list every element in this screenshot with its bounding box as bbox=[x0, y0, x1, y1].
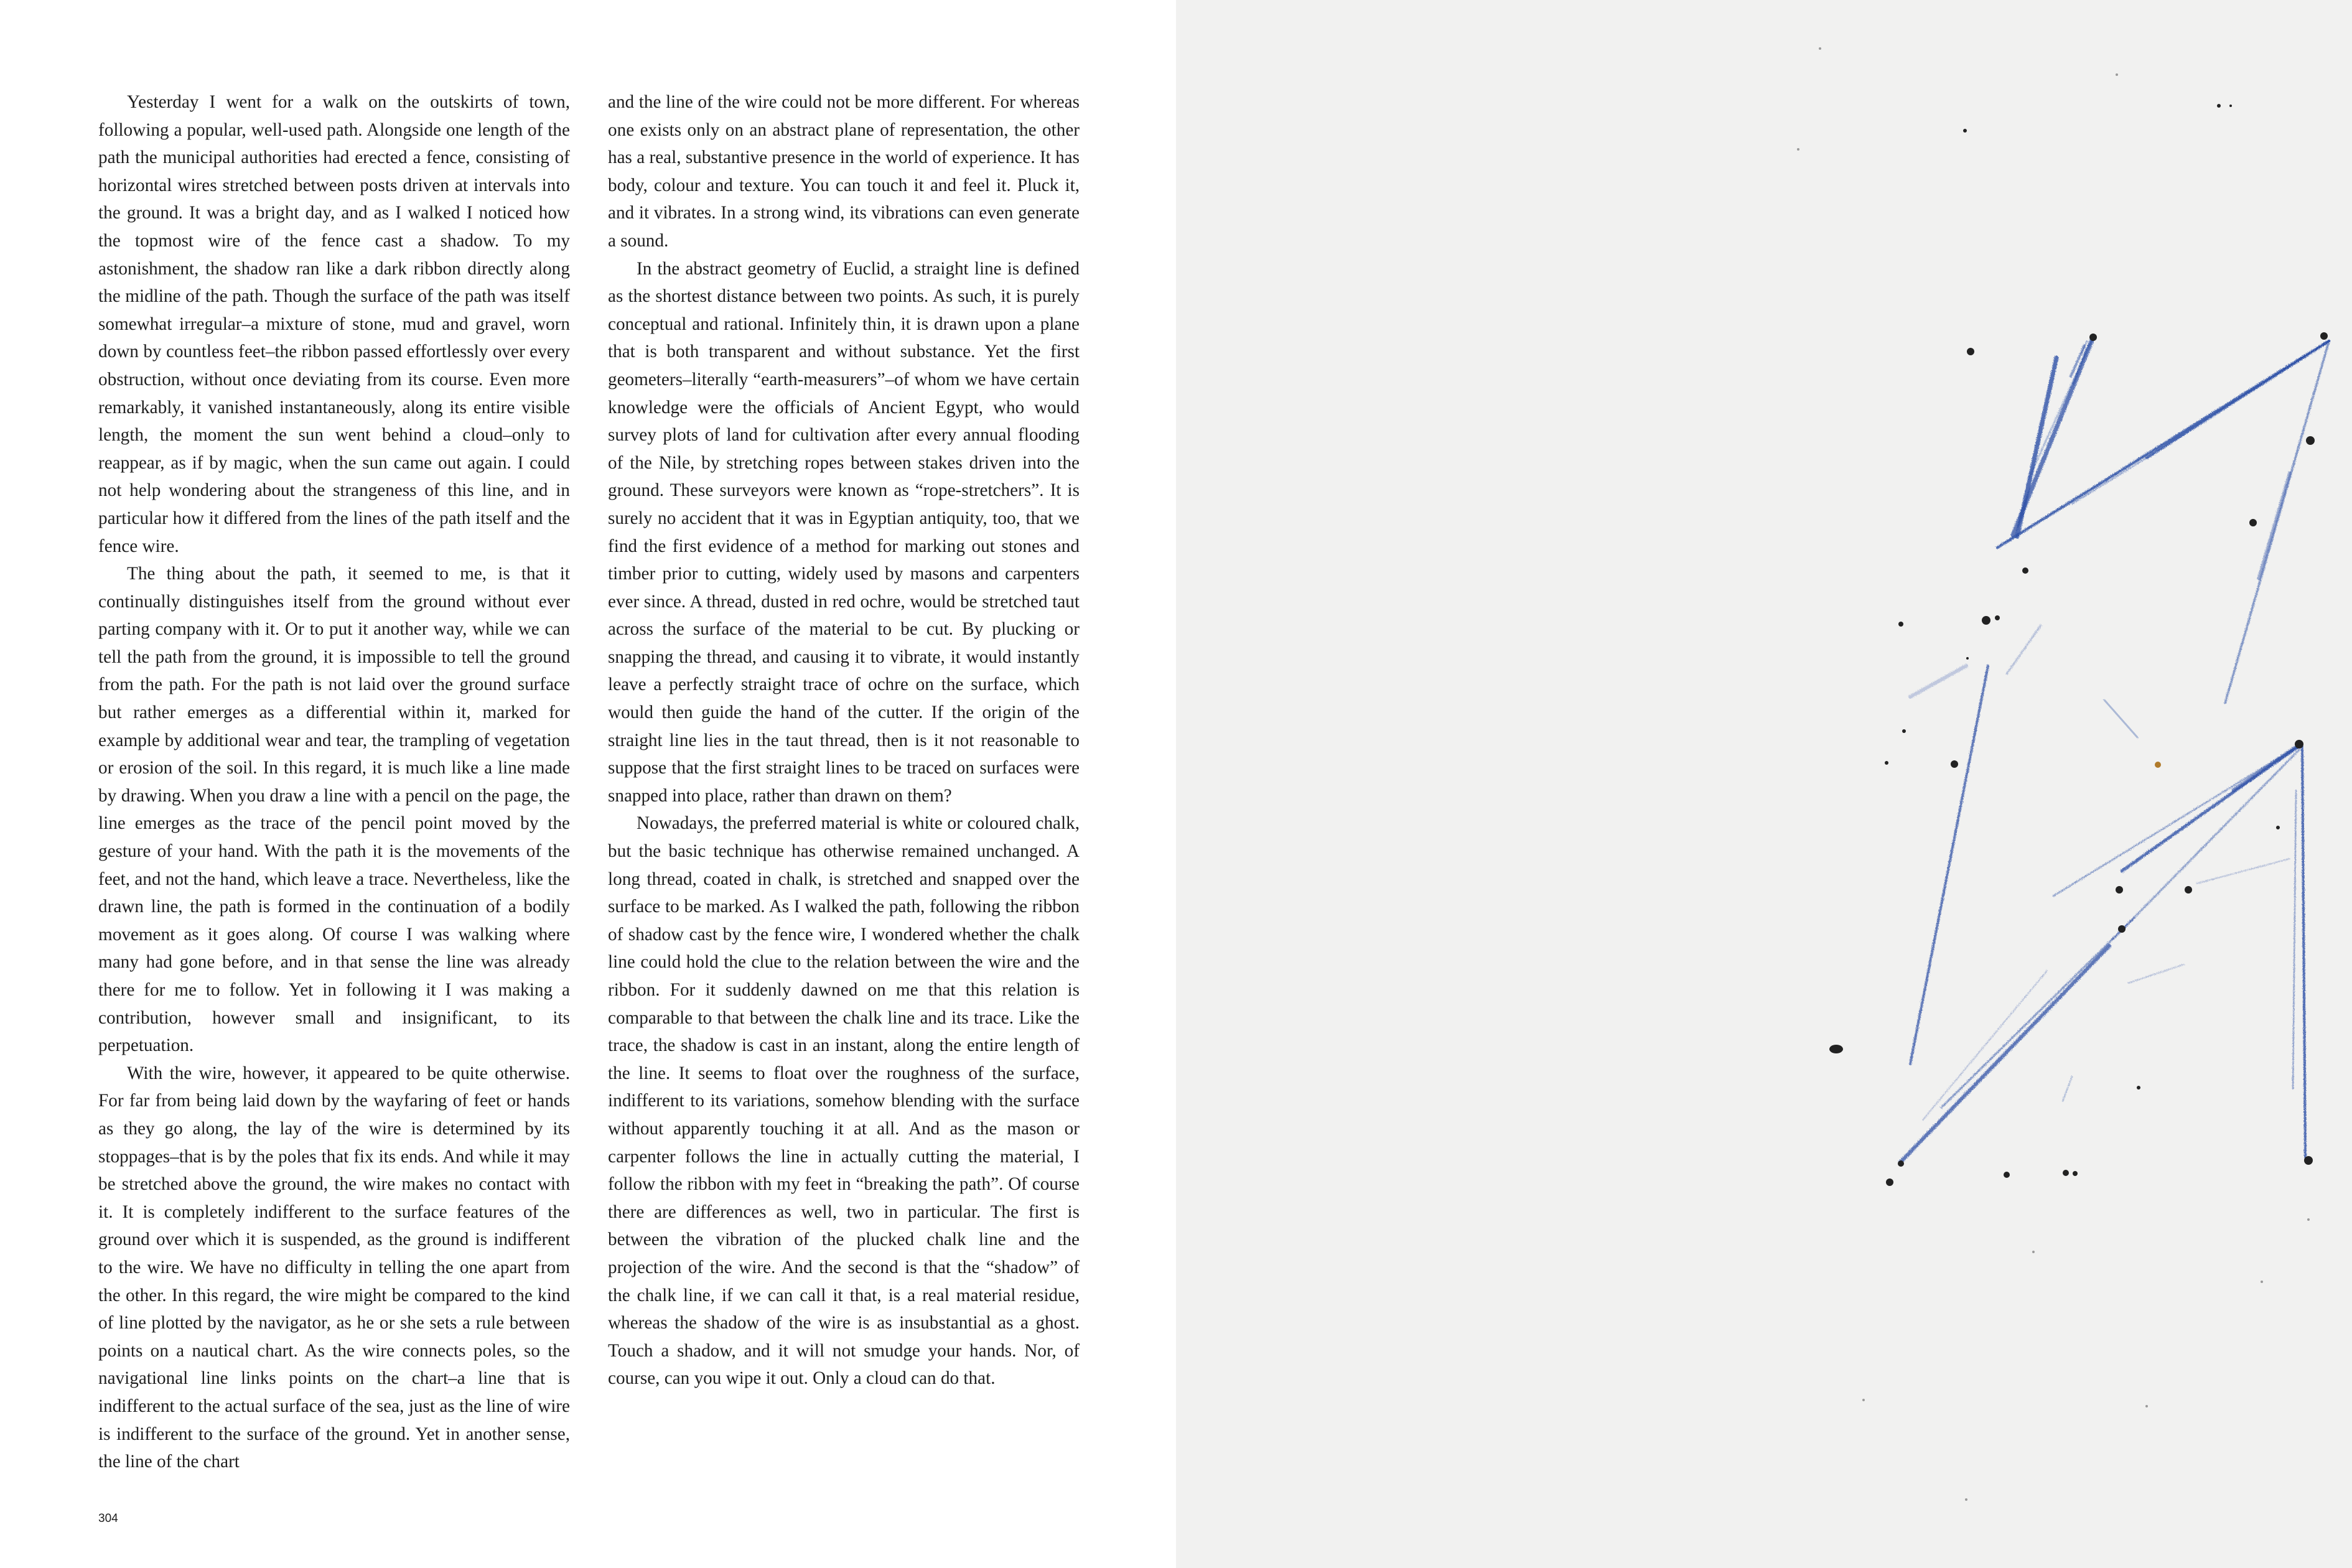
pin bbox=[2249, 519, 2257, 526]
chalk-lines bbox=[1892, 337, 2329, 1167]
pin bbox=[1963, 129, 1967, 133]
speck bbox=[2261, 1281, 2263, 1283]
chalk-line bbox=[1910, 666, 1966, 697]
paragraph: In the abstract geometry of Euclid, a straight line is defined as the shortest distance between two points. As such, it is purely conceptual and rational. Infinitely thin, it is drawn upon a plane that is both transparent and without substance. Yet the first geometers–literally “earth-measurers”–of whom we have certain knowledge were the officials of Ancient Egypt, who would survey plots of land for cultivation after every annual flooding of the Nile, by stretching ropes between stakes driven into the ground. These surveyors were known as “rope-stretchers”. It is surely no accident that it was in Egyptian antiquity, too, that we find the first evidence of a method for marking out stones and timber prior to cutting, widely used by masons and carpenters ever since. A thread, dusted in red ochre, would be stretched taut across the surface of the material to be cut. By plucking or snapping the thread, and causing it to vibrate, it would instantly leave a perfectly straight trace of ochre on the surface, which would then guide the hand of the cutter. If the origin of the straight line lies in the taut thread, then is it not reasonable to suppose that the first straight lines to be traced on surfaces were snapped into place, rather than drawn on them? bbox=[608, 258, 1080, 806]
paragraph: Yesterday I went for a walk on the outskirts of town, following a popular, well-used path. Alongside one length of the path the municipal authorities had erected a fence, consisting of horizontal wires stretched between posts driven at intervals into the ground. It was a bright day, and as I walked I noticed how the topmost wire of the fence cast a shadow. To my astonishment, the shadow ran like a dark ribbon directly along the midline of the path. Though the surface of the path was itself somewhat irregular–a mixture of stone, mud and gravel, worn down by countless feet–the ribbon passed effortlessly over every obstruction, without once deviating from its course. Even more remarkably, it vanished instantaneously, along its entire visible length, the moment the sun went behind a cloud–only to reappear, as if by magic, when the sun came out again. I could not help wondering about the strangeness of this line, and in particular how it differed from the lines of the path itself and the fence wire. bbox=[98, 92, 570, 556]
speck bbox=[2116, 73, 2118, 76]
speck bbox=[2032, 1251, 2035, 1253]
chalk-line bbox=[2196, 859, 2290, 884]
pin bbox=[1982, 616, 1990, 625]
pin bbox=[1898, 1160, 1904, 1167]
pin bbox=[2116, 886, 2123, 894]
chalk-line bbox=[2104, 700, 2137, 737]
chalk-line bbox=[2128, 964, 2184, 983]
pins bbox=[1829, 104, 2352, 1186]
pin bbox=[2217, 104, 2221, 108]
chalk-line bbox=[1941, 918, 2134, 1108]
chalk-line bbox=[2302, 747, 2305, 1157]
pin bbox=[2295, 740, 2303, 749]
pin bbox=[2229, 105, 2232, 107]
chalk-line bbox=[1900, 946, 2109, 1162]
pin bbox=[2073, 1171, 2078, 1176]
chalk-line bbox=[2112, 750, 2299, 940]
speck bbox=[1965, 1498, 1967, 1501]
right-image-page bbox=[1176, 0, 2352, 1568]
page-number: 304 bbox=[98, 1512, 118, 1525]
pin bbox=[2004, 1172, 2010, 1178]
pin bbox=[1967, 348, 1974, 355]
chalk-line bbox=[1910, 666, 1988, 1064]
pin bbox=[2089, 334, 2097, 341]
pin bbox=[2137, 1086, 2140, 1090]
speck bbox=[1862, 1399, 1865, 1401]
pin bbox=[1951, 760, 1958, 768]
pin bbox=[1829, 1045, 1843, 1053]
pin bbox=[1902, 729, 1906, 733]
paragraph: and the line of the wire could not be more different. For whereas one exists only on an abstract plane of representation, the other has a real, substantive presence in the world of experience. It has body, colour and texture. You can touch it and feel it. Pluck it, and it vibrates. In a strong wind, its vibrations can even generate a sound. bbox=[608, 92, 1080, 251]
ochre-dot bbox=[2155, 762, 2161, 768]
speck bbox=[1819, 47, 1821, 50]
chalk-line bbox=[2072, 458, 2147, 504]
pin bbox=[2306, 436, 2315, 445]
pin bbox=[2022, 567, 2028, 574]
text-column-left bbox=[98, 88, 570, 1476]
chalk-line bbox=[2147, 341, 2329, 458]
chalk-line bbox=[2259, 473, 2290, 579]
pin bbox=[2320, 332, 2328, 340]
speck bbox=[1797, 148, 1799, 151]
pin bbox=[1886, 1178, 1893, 1186]
pin bbox=[2276, 826, 2280, 829]
specks bbox=[1797, 47, 2310, 1501]
speck bbox=[2145, 1405, 2148, 1407]
chalk-line bbox=[2293, 790, 2296, 1089]
paragraph: Nowadays, the preferred material is white or coloured chalk, but the basic technique has otherwise remained unchanged. A long thread, coated in chalk, is stretched and snapped over the surface to be marked. As I walked the path, following the ribbon of shadow cast by the fence wire, I wondered whether the chalk line could hold the clue to the relation between the wire and the ribbon. For it suddenly dawned on me that this relation is comparable to that between the chalk line and its trace. Like the trace, the shadow is cast in an instant, along the entire length of the line. It seems to float over the roughness of the surface, indifferent to its variations, somehow blending with the surface without apparently touching it at all. And as the mason or carpenter follows the line in actually cutting the material, I follow the ribbon with my feet in “breaking the path”. Of course there are differences as well, two in particular. The first is between the vibration of the plucked chalk line and the projection of the wire. And the second is that the “shadow” of the chalk line, if we can call it that, is a real material residue, whereas the shadow of the wire is as insubstantial as a ghost. Touch a shadow, and it will not smudge your hands. Nor, of course, can you wipe it out. Only a cloud can do that. bbox=[608, 813, 1080, 1389]
pin bbox=[2063, 1170, 2069, 1176]
pin bbox=[2185, 886, 2192, 894]
chalk-line bbox=[1923, 971, 2047, 1120]
text-column-right bbox=[608, 88, 1080, 1393]
pin bbox=[1995, 615, 2000, 620]
paragraph: The thing about the path, it seemed to me, is that it continually distinguishes itself from the ground without ever parting company with it. Or to put it another way, while we can tell the path from the ground, it is impossible to tell the ground from the path. For the path is not laid over the ground surface but rather emerges as a differential within it, marked for example by additional wear and tear, the trampling of vegetation or erosion of the soil. In this regard, it is much like a line made by drawing. When you draw a line with a pencil on the page, the line emerges as the trace of the pencil point moved by the gesture of your hand. With the path it is the movements of the feet, and not the hand, which leave a trace. Nevertheless, like the drawn line, the path is formed in the continuation of a bodily movement as it goes along. Of course I was walking where many had gone before, and in that sense the line was already there for me to follow. Yet in following it I was making a contribution, however small and insignificant, to its perpetuation. bbox=[98, 564, 570, 1056]
pin bbox=[1898, 622, 1903, 627]
pin bbox=[1885, 761, 1888, 765]
paragraph: With the wire, however, it appeared to be quite otherwise. For far from being laid down by the wayfaring of feet or hands as they go along, the lay of the wire is determined by its stoppages–that is by the poles that fix its ends. And while it may be stretched above the ground, the wire makes no contact with it. It is completely indifferent to the surface features of the ground over which it is suspended, as the ground is indifferent to the wire. We have no difficulty in telling the one apart from the other. In this regard, the wire might be compared to the kind of line plotted by the navigator, as he or she sets a rule between points on a nautical chart. As the wire connects poles, so the navigational line links points on the chart–a line that is indifferent to the actual surface of the sea, just as the line of wire is indifferent to the surface of the ground. Yet in another sense, the line of the chart bbox=[98, 1063, 570, 1472]
speck bbox=[2307, 1218, 2310, 1221]
pin bbox=[2118, 925, 2126, 933]
chalk-line-artwork bbox=[1176, 0, 2352, 1568]
chalk-line bbox=[2007, 625, 2041, 674]
pin bbox=[2304, 1156, 2313, 1165]
chalk-line bbox=[2063, 1076, 2072, 1101]
pin bbox=[1966, 657, 1969, 660]
